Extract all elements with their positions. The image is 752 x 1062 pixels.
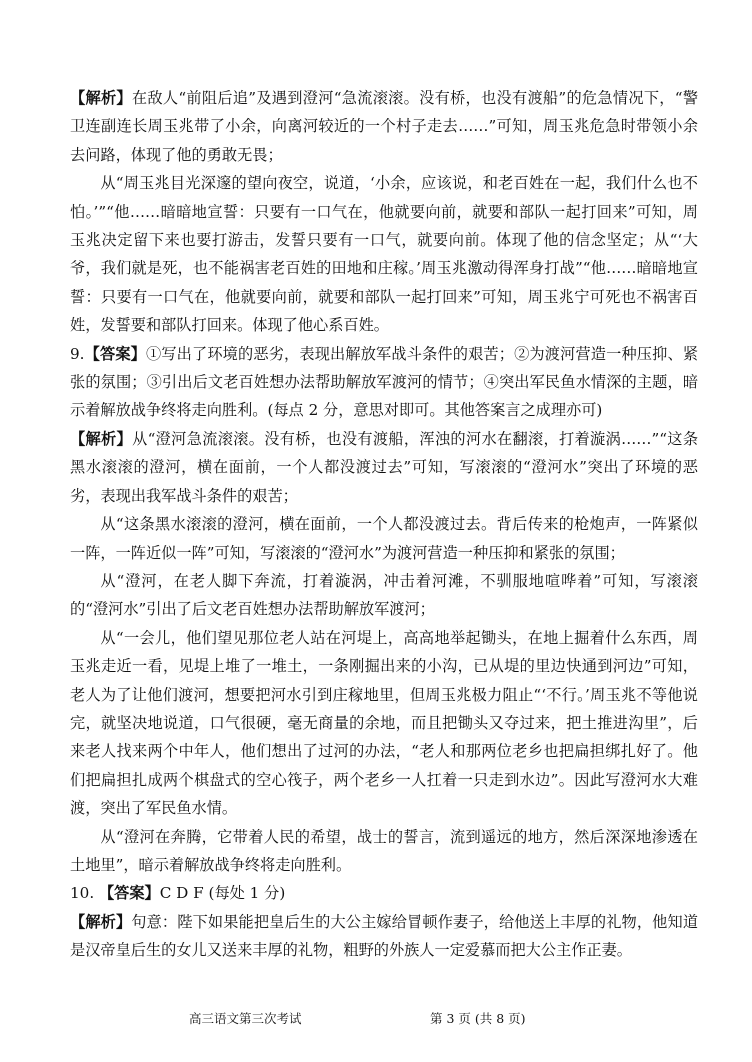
q9-analysis-paragraph-2: 从“这条黑水滚滚的澄河，横在面前，一个人都没渡过去。背后传来的枪炮声，一阵紧似一阵，一阵近似一阵”可知，写滚滚的“澄河水”为渡河营造一种压抑和紧张的氛围； [70,515,698,562]
footer-exam-title: 高三语文第三次考试 [189,1011,302,1026]
q9-analysis-paragraph-5: 从“澄河在奔腾，它带着人民的希望，战士的誓言，流到遥远的地方，然后深深地渗透在土地里”，暗示着解放战争终将走向胜利。 [70,827,698,874]
answer-label: 【答案】 [84,344,146,363]
footer-page-number: 第 3 页 (共 8 页) [430,1011,526,1026]
analysis-text: 在敌人“前阻后追”及遇到澄河“急流滚滚。没有桥，也没有渡船”的危急情况下，“警卫连副连长周玉兆带了小余，向离河较近的一个村子走去……”可知，周玉兆危急时带领小余去问路，体现了他的勇敢无畏； [70,89,699,164]
analysis-label: 【解析】 [70,89,132,107]
document-body [70,84,698,965]
q9-analysis-paragraph-3: 从“澄河，在老人脚下奔流，打着漩涡，冲击着河滩，不驯服地喧哗着”可知，写滚滚的“澄河水”引出了后文老百姓想办法帮助解放军渡河； [70,571,698,619]
question-number: 9. [70,344,85,363]
q9-answer-paragraph [70,340,698,425]
q8-analysis-paragraph-2: 从“周玉兆目光深邃的望向夜空，说道，‘小余，应该说，和老百姓在一起，我们什么也不怕。’”“他……暗暗地宣誓：只要有一口气在，他就要向前，就要和部队一起打回来”可知，周玉兆决定留下来也要打游击，发誓只要有一口气，就要向前。体现了他的信念坚定；从“‘大爷，我们就是死，也不能祸害老百姓的田地和庄稼。’周玉兆激动得浑身打战”“他……暗暗地宣誓：只要有一口气在，他就要向前，就要和部队一起打回来”可知，周玉兆宁可死也不祸害百姓，发誓要和部队打回来。体现了他心系百姓。 [70,174,698,335]
answer-label: 【答案】 [98,884,160,903]
analysis-text: 句意：陛下如果能把皇后生的大公主嫁给冒顿作妻子，给他送上丰厚的礼物，他知道是汉帝皇后生的女儿又送来丰厚的礼物，粗野的外族人一定爱慕而把大公主作正妻。 [70,912,698,960]
analysis-text: 从“澄河急流滚滚。没有桥，也没有渡船，浑浊的河水在翻滚，打着漩涡……”“这条黑水滚滚的澄河，横在面前，一个人都没渡过去”可知，写滚滚的“澄河水”突出了环境的恶劣，表现出我军战斗条件的艰苦； [70,429,699,505]
answer-text: ①写出了环境的恶劣，表现出解放军战斗条件的艰苦；②为渡河营造一种压抑、紧张的氛围；③引出后文老百姓想办法帮助解放军渡河的情节；④突出军民鱼水情深的主题，暗示着解放战争终将走向胜利。(每点 2 分，意思对即可。其他答案言之成理亦可) [70,344,698,420]
question-number: 10. [70,884,95,903]
q10-analysis-paragraph-1 [70,908,698,965]
q9-analysis-paragraph-1 [70,425,698,510]
q9-analysis-paragraph-4: 从“一会儿，他们望见那位老人站在河堤上，高高地举起锄头，在地上掘着什么东西，周玉兆走近一看，见堤上堆了一堆土，一条刚掘出来的小沟，已从堤的里边快通到河边”可知，老人为了让他们渡河，想要把河水引到庄稼地里，但周玉兆极力阻止“‘不行。’周玉兆不等他说完，就坚决地说道，口气很硬，毫无商量的余地，而且把锄头又夺过来，把土推进沟里”，后来老人找来两个中年人，他们想出了过河的办法，“老人和那两位老乡也把扁担绑扎好了。他们把扁担扎成两个棋盘式的空心筏子，两个老乡一人扛着一只走到水边”。因此写澄河水大难渡，突出了军民鱼水情。 [70,628,698,818]
analysis-label: 【解析】 [70,429,133,448]
answer-text: C D F (每处 1 分) [159,884,286,903]
analysis-label: 【解析】 [70,912,132,931]
q8-analysis-paragraph-1 [70,84,698,169]
q10-answer-paragraph [70,879,698,907]
